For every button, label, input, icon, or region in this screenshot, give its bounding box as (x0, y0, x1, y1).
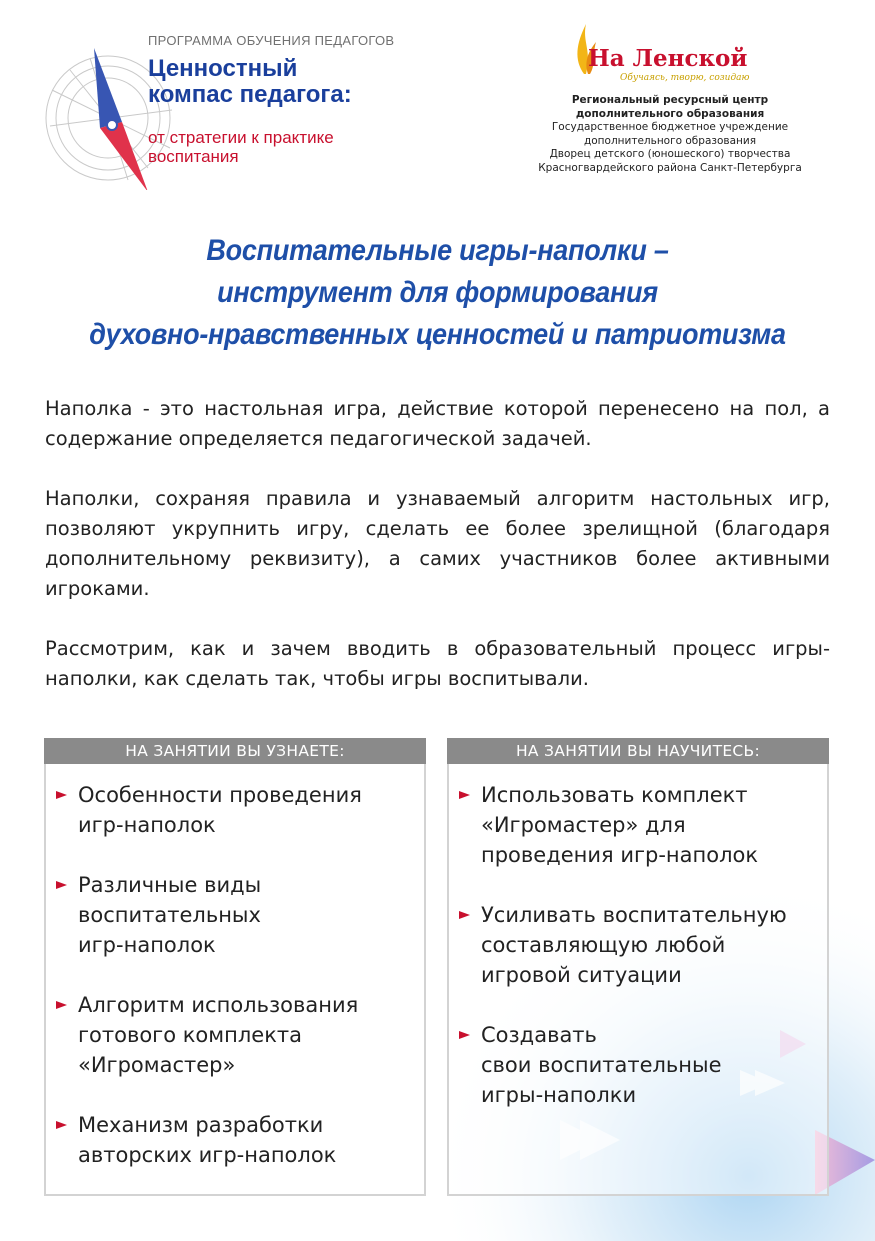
list-item: Особенности проведения игр-наполок (78, 780, 418, 840)
organization-logo-slogan: Обучаясь, творю, созидаю (620, 73, 750, 83)
bullet-arrow-icon (56, 1121, 67, 1129)
organization-info: Региональный ресурсный центр дополнительного образования Государственное бюджетное учреждение дополнительного образования Дворец детского (юношеского) творчества Красногвардейского района Санкт-Петербурга (538, 94, 802, 174)
skills-box-body (447, 764, 829, 1196)
intro-paragraph-purpose: Рассмотрим, как и зачем вводить в образовательный процесс игры-наполки, как сделать так, чтобы игры воспитывали. (45, 637, 830, 690)
compass-logo-icon (30, 30, 180, 190)
program-title: Ценностный компас педагога: (148, 55, 352, 108)
list-item: Усиливать воспитательную составляющую любой игровой ситуации (481, 900, 821, 990)
page-title: Воспитательные игры-наполки – инструмент для формирования духовно-нравственных ценностей и патриотизма (89, 234, 786, 351)
bullet-arrow-icon (459, 1031, 470, 1039)
intro-paragraph-benefits: Наполки, сохраняя правила и узнаваемый алгоритм настольных игр, позволяют укрупнить игру, сделать ее более зрелищной (благодаря дополнительному реквизиту), а самих участников более активными игроками. (45, 487, 830, 600)
bullet-arrow-icon (56, 791, 67, 799)
program-label: ПРОГРАММА ОБУЧЕНИЯ ПЕДАГОГОВ (148, 33, 395, 48)
learn-box-heading: НА ЗАНЯТИИ ВЫ УЗНАЕТЕ: (44, 738, 426, 764)
list-item: Создавать свои воспитательные игры-наполки (481, 1020, 821, 1110)
learn-box-body (44, 764, 426, 1196)
bullet-arrow-icon (459, 791, 470, 799)
bullet-arrow-icon (56, 1001, 67, 1009)
organization-logo-name: На Ленской (588, 45, 748, 72)
skills-box (447, 738, 829, 1196)
list-item: Механизм разработки авторских игр-наполок (78, 1110, 418, 1170)
list-item: Использовать комплект «Игромастер» для проведения игр-наполок (481, 780, 821, 870)
learn-box (44, 738, 426, 1196)
intro-paragraph-definition: Наполка - это настольная игра, действие которой перенесено на пол, а содержание определяется педагогической задачей. (45, 397, 830, 450)
bullet-arrow-icon (56, 881, 67, 889)
bullet-arrow-icon (459, 911, 470, 919)
list-item: Алгоритм использования готового комплекта «Игромастер» (78, 990, 418, 1080)
list-item: Различные виды воспитательных игр-наполок (78, 870, 418, 960)
skills-box-heading: НА ЗАНЯТИИ ВЫ НАУЧИТЕСЬ: (447, 738, 829, 764)
program-subtitle: от стратегии к практике воспитания (148, 128, 334, 166)
